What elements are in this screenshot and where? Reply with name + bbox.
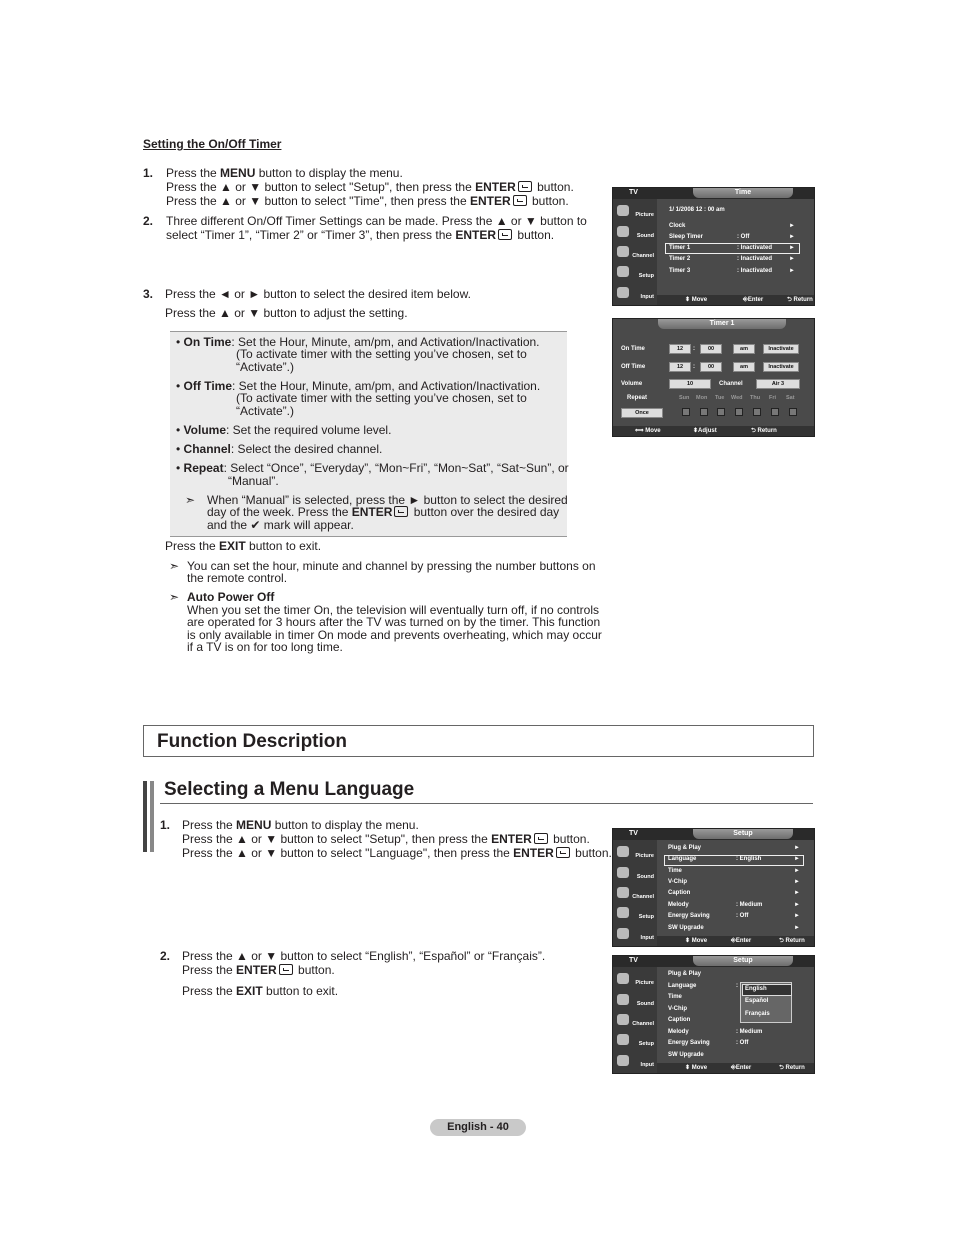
bullet-volume: • Volume: Set the required volume level. — [176, 423, 392, 437]
enter-icon — [513, 195, 527, 206]
sound-icon — [617, 867, 629, 878]
input-icon — [617, 928, 629, 939]
osd-timer1-menu: Timer 1 On Time 12 : 00 am Inactivate Off Time 12 : 00 am Inactivate Volume 10 Channel Air 3 Repeat Sun Mon Tue Wed Thu Fri Sat Once ⟺ Move ⬍Adjust ⮌ Return — [612, 318, 815, 437]
osd-setup-menu: TV Setup Picture Sound Channel Setup Input Plug & Play ► Language : English ► Time ► V-Chip ► Caption ► Melody : Medium ► Energy Saving : Off ► SW Upgrade ► ⬍ Move ⎆Enter ⮌ Return — [612, 828, 815, 947]
step-2: 2. Three different On/Off Timer Settings can be made. Press the ▲ or ▼ button to select “Timer 1”, “Timer 2” or “Timer 3”, then press the ENTER button. — [143, 214, 587, 242]
step-1: 1. Press the MENU button to display the menu. Press the ▲ or ▼ button to select "Setup", then press the ENTER button. Press the ▲ or ▼ button to select "Time", then press the ENTER button. — [143, 166, 574, 208]
enter-icon — [279, 964, 293, 975]
channel-icon — [617, 246, 629, 257]
setup-icon — [617, 1034, 629, 1045]
step-number: 3. — [143, 287, 154, 301]
setup-icon — [617, 907, 629, 918]
setup-icon — [617, 266, 629, 277]
enter-icon — [556, 847, 570, 858]
exit-instruction: Press the EXIT button to exit. — [165, 539, 322, 553]
enter-icon — [534, 833, 548, 844]
language-section-title: Selecting a Menu Language — [164, 779, 415, 800]
step-number: 1. — [143, 166, 154, 180]
osd-time-menu: TV Time Picture Sound Channel Setup Input 1/ 1/2008 12 : 00 am Clock ► Sleep Timer : Off ► Timer 1 : Inactivated ► Timer 2 : Inactivated ► Timer 3 : Inactivated ► ⬍ Move ⎆Enter ⮌ Return — [612, 187, 815, 306]
channel-icon — [617, 887, 629, 898]
picture-icon — [617, 846, 629, 857]
header-bar — [143, 781, 147, 852]
divider — [160, 803, 813, 804]
channel-icon — [617, 1014, 629, 1025]
function-title: Function Description — [157, 731, 347, 752]
language-step-2: 2. Press the ▲ or ▼ button to select “English”, “Español” or “Français”. Press the ENTER button. Press the EXIT button to exit. — [160, 949, 546, 998]
language-step-1: 1. Press the MENU button to display the menu. Press the ▲ or ▼ button to select "Setup", then press the ENTER button. Press the ▲ or ▼ button to select "Language", then press the ENTER button. — [160, 818, 612, 860]
bullet-on-time: • On Time: Set the Hour, Minute, am/pm, and Activation/Inactivation. — [176, 335, 540, 349]
bullet-channel: • Channel: Select the desired channel. — [176, 442, 383, 456]
input-icon — [617, 287, 629, 298]
note-arrow-icon: ➣ — [185, 493, 196, 507]
input-icon — [617, 1055, 629, 1066]
section-title: Setting the On/Off Timer — [143, 137, 282, 151]
function-description-header — [143, 725, 814, 757]
note-arrow-icon: ➣ — [169, 559, 180, 573]
sound-icon — [617, 226, 629, 237]
sound-icon — [617, 994, 629, 1005]
picture-icon — [617, 973, 629, 984]
header-bar — [150, 781, 154, 852]
enter-icon — [518, 181, 532, 192]
note-arrow-icon: ➣ — [169, 590, 180, 604]
osd-setup-language-menu: TV Setup Picture Sound Channel Setup Input Plug & Play Language : Time V-Chip Caption Melody : Medium Energy Saving : Off SW Upgrade English Español Français ⬍ Move ⎆Enter ⮌ Return — [612, 955, 815, 1074]
step-3: 3. Press the ◄ or ► button to select the desired item below. Press the ▲ or ▼ button to adjust the setting. — [143, 287, 471, 320]
step-number: 2. — [143, 214, 154, 228]
bullet-off-time: • Off Time: Set the Hour, Minute, am/pm, and Activation/Inactivation. — [176, 379, 541, 393]
enter-icon — [498, 229, 512, 240]
enter-icon — [394, 506, 408, 517]
picture-icon — [617, 205, 629, 216]
page-number: English - 40 — [430, 1119, 526, 1136]
bullet-repeat: • Repeat: Select “Once”, “Everyday”, “Mon~Fri”, “Mon~Sat”, “Sat~Sun”, or — [176, 461, 569, 475]
